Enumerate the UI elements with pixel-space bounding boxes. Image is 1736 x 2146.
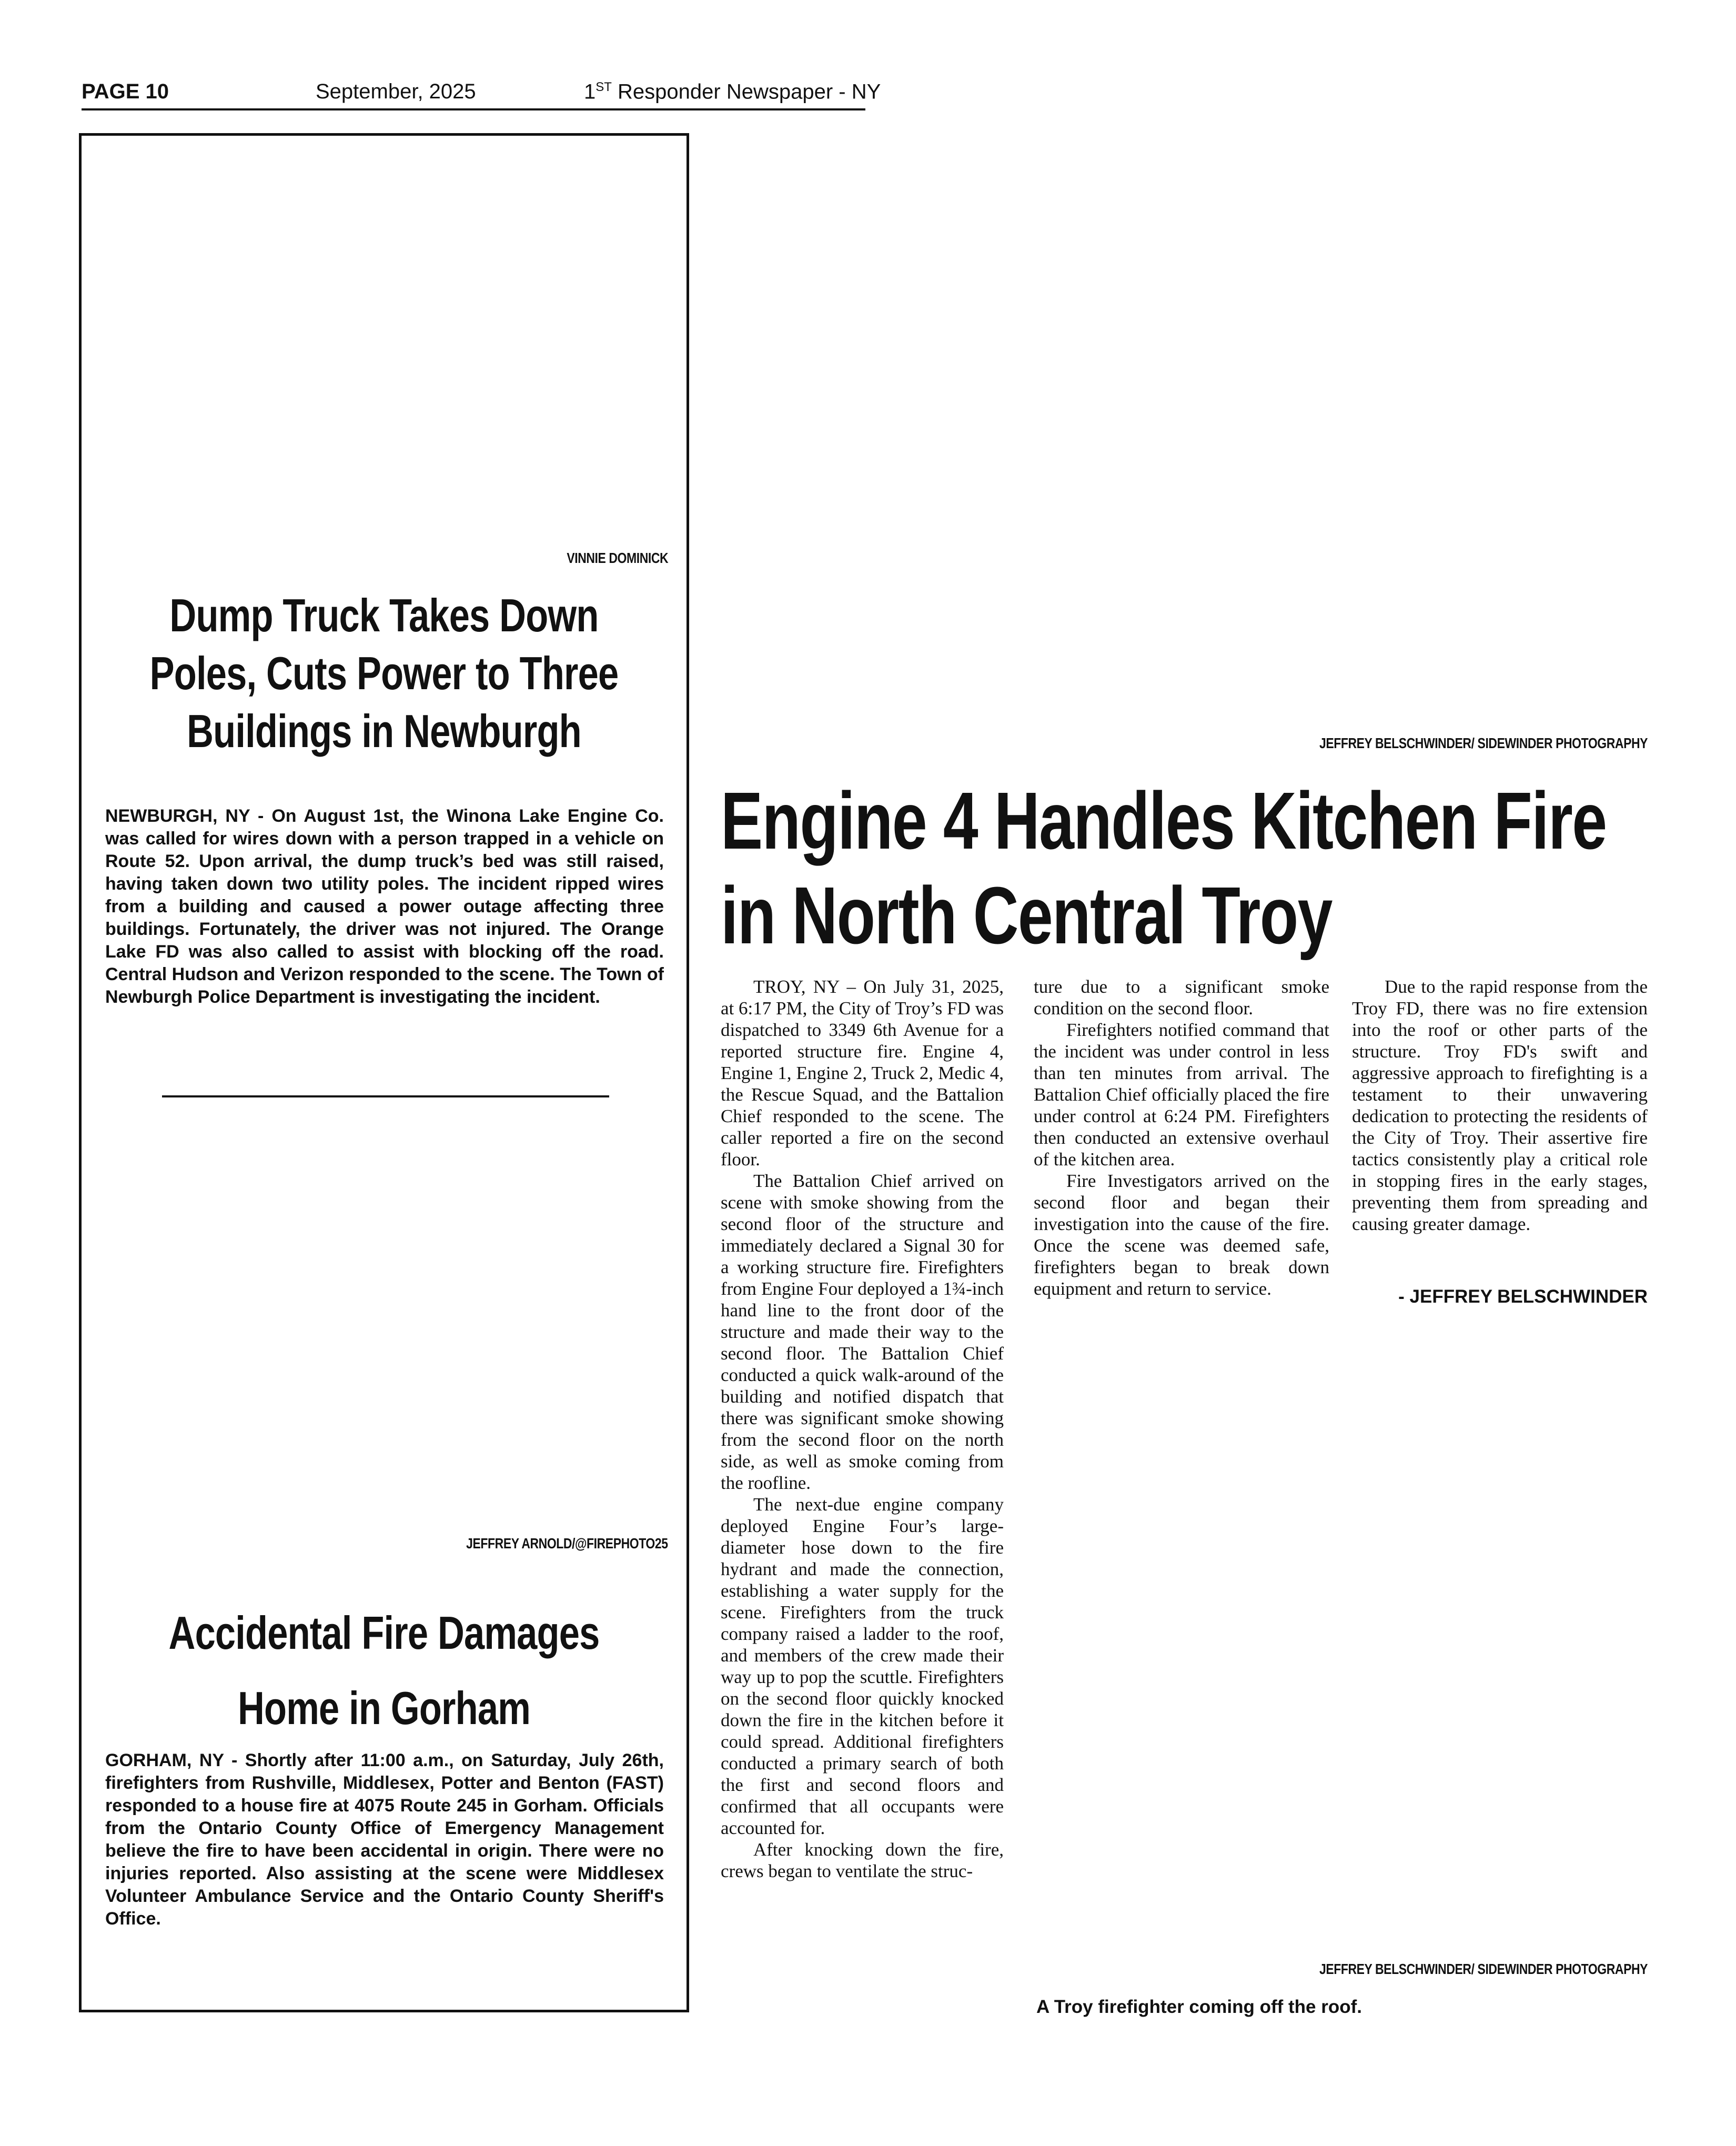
photo-credit: VINNIE DOMINICK	[567, 550, 668, 566]
section-divider	[162, 1095, 609, 1097]
paragraph: After knocking down the fire, crews began to ventilate the struc-	[721, 1839, 1004, 1881]
photo-caption: A Troy firefighter coming off the roof.	[1036, 1997, 1362, 2017]
main-headline	[721, 773, 1657, 963]
paragraph: The Battalion Chief arrived on scene with smoke showing from the second floor of the structure and immediately declared a Signal 30 for a working structure fire. Firefighters from Engine Four deployed a 1¾-inch hand line to the front door of the structure and made their way to the second floor. The Battalion Chief conducted a quick walk-around of the building and notified dispatch that there was significant smoke showing from the second floor on the north side, as well as smoke coming from the roofline.	[721, 1171, 1004, 1493]
paragraph: ture due to a significant smoke condition on the second floor.	[1034, 976, 1329, 1019]
article-column-2	[1034, 976, 1329, 1299]
paragraph: Fire Investigators arrived on the second floor and began their investigation into the cause of the fire. Once the scene was deemed safe, firefighters began to break down equipment and return to service.	[1034, 1171, 1329, 1299]
article-column-3	[1352, 976, 1648, 1235]
story-headline	[79, 1594, 689, 1747]
story-body: GORHAM, NY - Shortly after 11:00 a.m., on Saturday, July 26th, firefighters from Rushville, Middlesex, Potter and Benton (FAST) responded to a house fire at 4075 Route 245 in Gorham. Officials from the Ontario County Office of Emergency Management believe the fire to have been accidental in origin. There were no injuries reported. Also assisting at the scene were Middlesex Volunteer Ambulance Service and the Ontario County Sheriff's Office.	[105, 1750, 664, 1929]
paragraph: Due to the rapid response from the Troy FD, there was no fire extension into the roof or other parts of the structure. Troy FD's swift and aggressive approach to firefighting is a testament to their unwavering dedication to protecting the residents of the City of Troy. Their assertive fire tactics consistently play a critical role in stopping fires in the early stages, preventing them from spreading and causing greater damage.	[1352, 976, 1648, 1234]
article-column-1	[721, 976, 1004, 1882]
page-number: PAGE 10	[82, 80, 169, 103]
paragraph: The next-due engine company deployed Engine Four’s large-diameter hose down to the fire hydrant and made the connection, establishing a water supply for the scene. Firefighters from the truck company raised a ladder to the roof, and members of the crew made their way up to pop the scuttle. Firefighters on the second floor quickly knocked down the fire in the kitchen before it could spread. Additional firefighters conducted a primary search of both the first and second floors and confirmed that all occupants were accounted for.	[721, 1494, 1004, 1838]
photo-credit: JEFFREY BELSCHWINDER/ SIDEWINDER PHOTOGRAPHY	[1319, 1961, 1648, 1977]
issue-date: September, 2025	[316, 80, 476, 103]
headline-line: in North Central Troy	[721, 870, 1332, 961]
header-rule	[82, 108, 865, 110]
paragraph: TROY, NY – On July 31, 2025, at 6:17 PM, the City of Troy’s FD was dispatched to 3349 6th Avenue for a reported structure fire. Engine 4, Engine 1, Engine 2, Truck 2, Medic 4, the Rescue Squad, and the Battalion Chief responded to the scene. The caller reported a fire on the second floor.	[721, 976, 1004, 1170]
headline-line: Home in Gorham	[238, 1682, 530, 1734]
photo-credit: JEFFREY BELSCHWINDER/ SIDEWINDER PHOTOGRAPHY	[1319, 735, 1648, 751]
headline-line: Dump Truck Takes Down	[169, 589, 599, 641]
story-headline	[79, 587, 689, 760]
byline: - JEFFREY BELSCHWINDER	[1398, 1286, 1648, 1307]
headline-line: Engine 4 Handles Kitchen Fire	[721, 775, 1607, 866]
publication-name: 1ST Responder Newspaper - NY	[584, 80, 881, 104]
story-body: NEWBURGH, NY - On August 1st, the Winona Lake Engine Co. was called for wires down with a person trapped in a vehicle on Route 52. Upon arrival, the dump truck’s bed was still raised, having taken down two utility poles. The incident ripped wires from a building and caused a power outage affecting three buildings. Fortunately, the driver was not injured. The Orange Lake FD was also called to assist with blocking off the road. Central Hudson and Verizon responded to the scene. The Town of Newburgh Police Department is investigating the incident.	[105, 806, 664, 1007]
headline-line: Buildings in Newburgh	[187, 705, 581, 757]
photo-credit: JEFFREY ARNOLD/@FIREPHOTO25	[466, 1535, 668, 1551]
headline-line: Poles, Cuts Power to Three	[149, 647, 619, 699]
paragraph: Firefighters notified command that the incident was under control in less than ten minutes from arrival. The Battalion Chief officially placed the fire under control at 6:24 PM. Firefighters then conducted an extensive overhaul of the kitchen area.	[1034, 1020, 1329, 1170]
headline-line: Accidental Fire Damages	[168, 1607, 600, 1659]
